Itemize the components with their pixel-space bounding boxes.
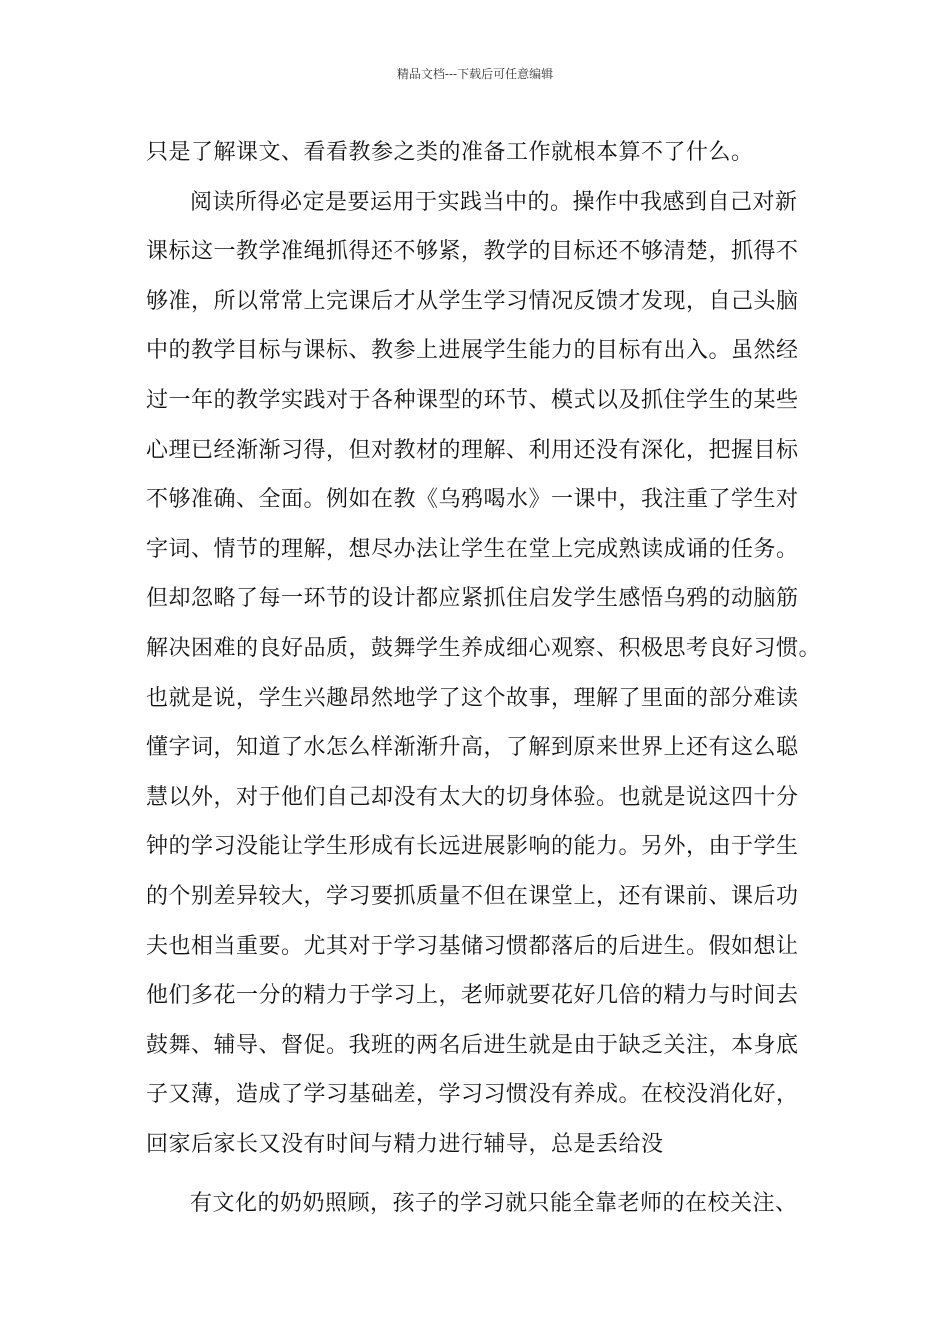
text-line: 课标这一教学准绳抓得还不够紧，教学的目标还不够清楚，抓得不 [146,239,799,265]
text-line: 子又薄，造成了学习基础差，学习习惯没有养成。在校没消化好， [146,1082,799,1108]
text-line: 也就是说，学生兴趣昂然地学了这个故事，理解了里面的部分难读 [146,685,799,711]
text-line: 他们多花一分的精力于学习上，老师就要花好几倍的精力与时间去 [146,983,799,1009]
text-line: 夫也相当重要。尤其对于学习基储习惯都落后的后进生。假如想让 [146,933,799,959]
text-line: 有文化的奶奶照顾，孩子的学习就只能全靠老师的在校关注、 [190,1191,798,1217]
text-line: 不够准确、全面。例如在教《乌鸦喝水》一课中，我注重了学生对 [146,487,799,513]
text-line: 钟的学习没能让学生形成有长远进展影响的能力。另外，由于学生 [146,834,799,860]
text-line: 回家后家长又没有时间与精力进行辅导，总是丢给没 [146,1131,664,1157]
text-line: 字词、情节的理解，想尽办法让学生在堂上完成熟读成诵的任务。 [146,536,799,562]
paragraph-gap [146,1169,826,1179]
text-line: 解决困难的良好品质，鼓舞学生养成细心观察、积极思考良好习惯。 [146,635,822,661]
text-line: 鼓舞、辅导、督促。我班的两名后进生就是由于缺乏关注，本身底 [146,1032,799,1058]
body-text [146,128,826,1229]
text-line: 只是了解课文、看看教参之类的准备工作就根本算不了什么。 [146,140,754,165]
paragraph [146,178,826,1170]
text-line: 但却忽略了每一环节的设计都应紧抓住启发学生感悟乌鸦的动脑筋 [146,586,799,612]
text-line: 心理已经渐渐习得，但对教材的理解、利用还没有深化，把握目标 [146,437,799,463]
text-line: 过一年的教学实践对于各种课型的环节、模式以及抓住学生的某些 [146,387,799,413]
text-line: 够准，所以常常上完课后才从学生学习情况反馈才发现，自己头脑 [146,288,799,314]
paragraph [146,128,826,178]
paragraph [146,1179,826,1229]
text-line: 的个别差异较大，学习要抓质量不但在课堂上，还有课前、课后功 [146,883,799,909]
page-header: 精品文档---下载后可任意编辑 [396,67,554,81]
text-line: 中的教学目标与课标、教参上进展学生能力的目标有出入。虽然经 [146,338,799,364]
text-line: 慧以外，对于他们自己却没有太大的切身体验。也就是说这四十分 [146,784,799,810]
text-line: 阅读所得必定是要运用于实践当中的。操作中我感到自己对新 [190,189,798,215]
text-line: 懂字词，知道了水怎么样渐渐升高，了解到原来世界上还有这么聪 [146,735,799,761]
